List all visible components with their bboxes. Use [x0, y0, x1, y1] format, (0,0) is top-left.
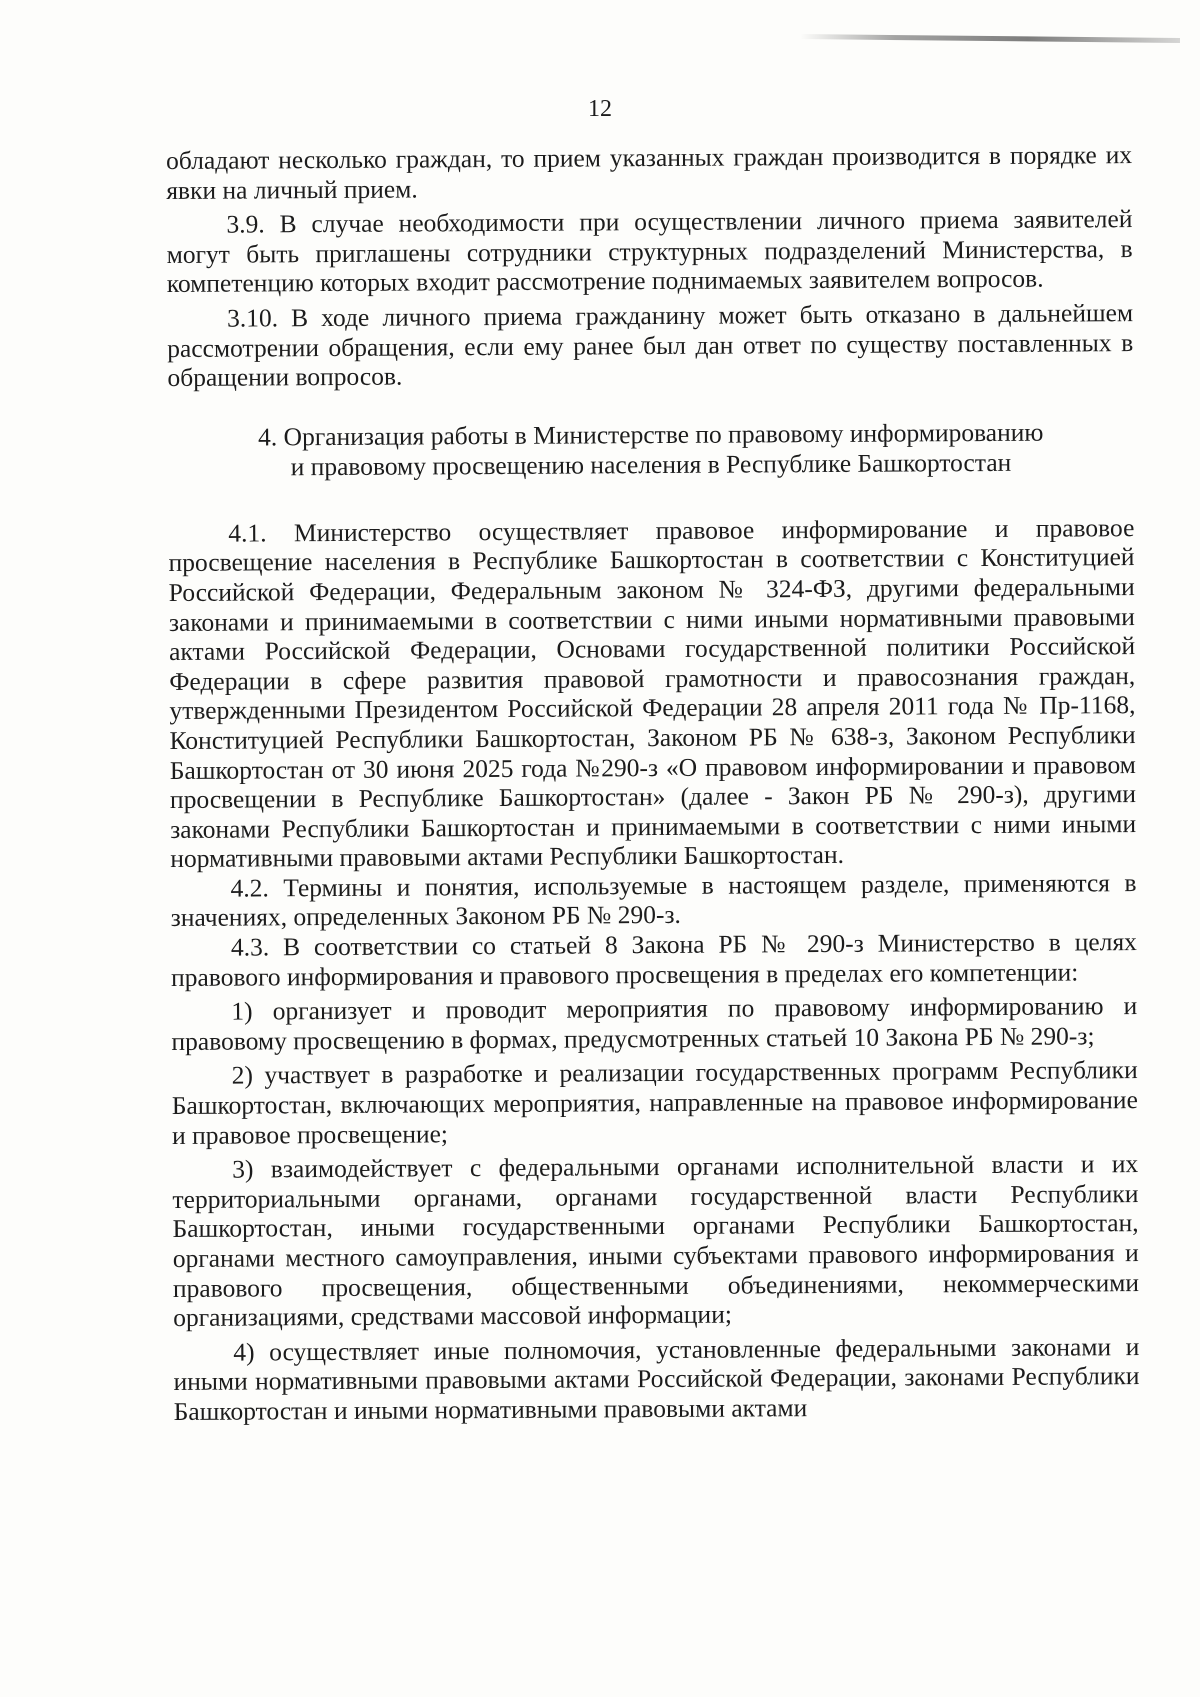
- page-number: 12: [588, 96, 612, 122]
- paragraph-4-2: 4.2. Термины и понятия, используемые в настоящем разделе, применяются в значениях, определенных Законом РБ № 290-з.: [170, 867, 1137, 933]
- section-heading-line-2: и правовому просвещению населения в Республике Башкортостан: [290, 447, 1012, 481]
- document-body: [166, 140, 1140, 1426]
- paragraph-3-10: 3.10. В ходе личного приема гражданину может быть отказано в дальнейшем рассмотрении обращения, если ему ранее был дан ответ по существу поставленных в обращении вопросов.: [167, 298, 1134, 393]
- list-item-4: 4) осуществляет иные полномочия, установленные федеральными законами и иными нормативными правовыми актами Российской Федерации, законами Республики Башкортостан и иными нормативными правовыми актами: [173, 1331, 1140, 1426]
- section-heading-line-1: 4. Организация работы в Министерстве по правовому информированию: [258, 417, 1044, 452]
- list-item-1: 1) организует и проводит мероприятия по правовому информированию и правовому просвещению в формах, предусмотренных статьей 10 Закона РБ № 290-з;: [171, 991, 1138, 1056]
- list-item-2: 2) участвует в разработке и реализации государственных программ Республики Башкортостан, включающих мероприятия, направленные на правовое информирование и правовое просвещение;: [171, 1055, 1138, 1150]
- section-heading: [168, 417, 1134, 483]
- list-item-3: 3) взаимодействует с федеральными органами исполнительной власти и их территориальными органами, органами государственной власти Республики Башкортостан, иными государственными органами Республики Башкортостан, органами местного самоуправления, иными субъектами правового информирования и правового просвещения, общественными объединениями, некоммерческими организациями, средствами массовой информации;: [172, 1149, 1140, 1333]
- paragraph-continuation: обладают несколько граждан, то прием указанных граждан производится в порядке их явки на личный прием.: [166, 140, 1133, 205]
- paragraph-3-9: 3.9. В случае необходимости при осуществлении личного приема заявителей могут быть приглашены сотрудники структурных подразделений Министерства, в компетенцию которых входит рассмотрение поднимаемых заявителем вопросов.: [166, 204, 1133, 299]
- paragraph-4-3: 4.3. В соответствии со статьей 8 Закона РБ № 290-з Министерство в целях правового информирования и правового просвещения в пределах его компетенции:: [170, 927, 1137, 992]
- scan-artifact: [800, 34, 1180, 43]
- paragraph-4-1: 4.1. Министерство осуществляет правовое информирование и правовое просвещение населения в Республике Башкортостан в соответствии с Конституцией Российской Федерации, Федеральным законом № 324-ФЗ, другими федеральными законами и принимаемыми в соответствии с ними иными нормативными правовыми актами Российской Федерации, Основами государственной политики Российской Федерации в сфере развития правовой грамотности и правосознания граждан, утвержденными Президентом Российской Федерации 28 апреля 2011 года № Пр-1168, Конституцией Республики Башкортостан, Законом РБ № 638-з, Законом Республики Башкортостан от 30 июня 2025 года №290-з «О правовом информировании и правовом просвещении в Республике Башкортостан» (далее - Закон РБ № 290-з), другими законами Республики Башкортостан и принимаемыми в соответствии с ними иными нормативными правовыми актами Республики Башкортостан.: [168, 512, 1137, 874]
